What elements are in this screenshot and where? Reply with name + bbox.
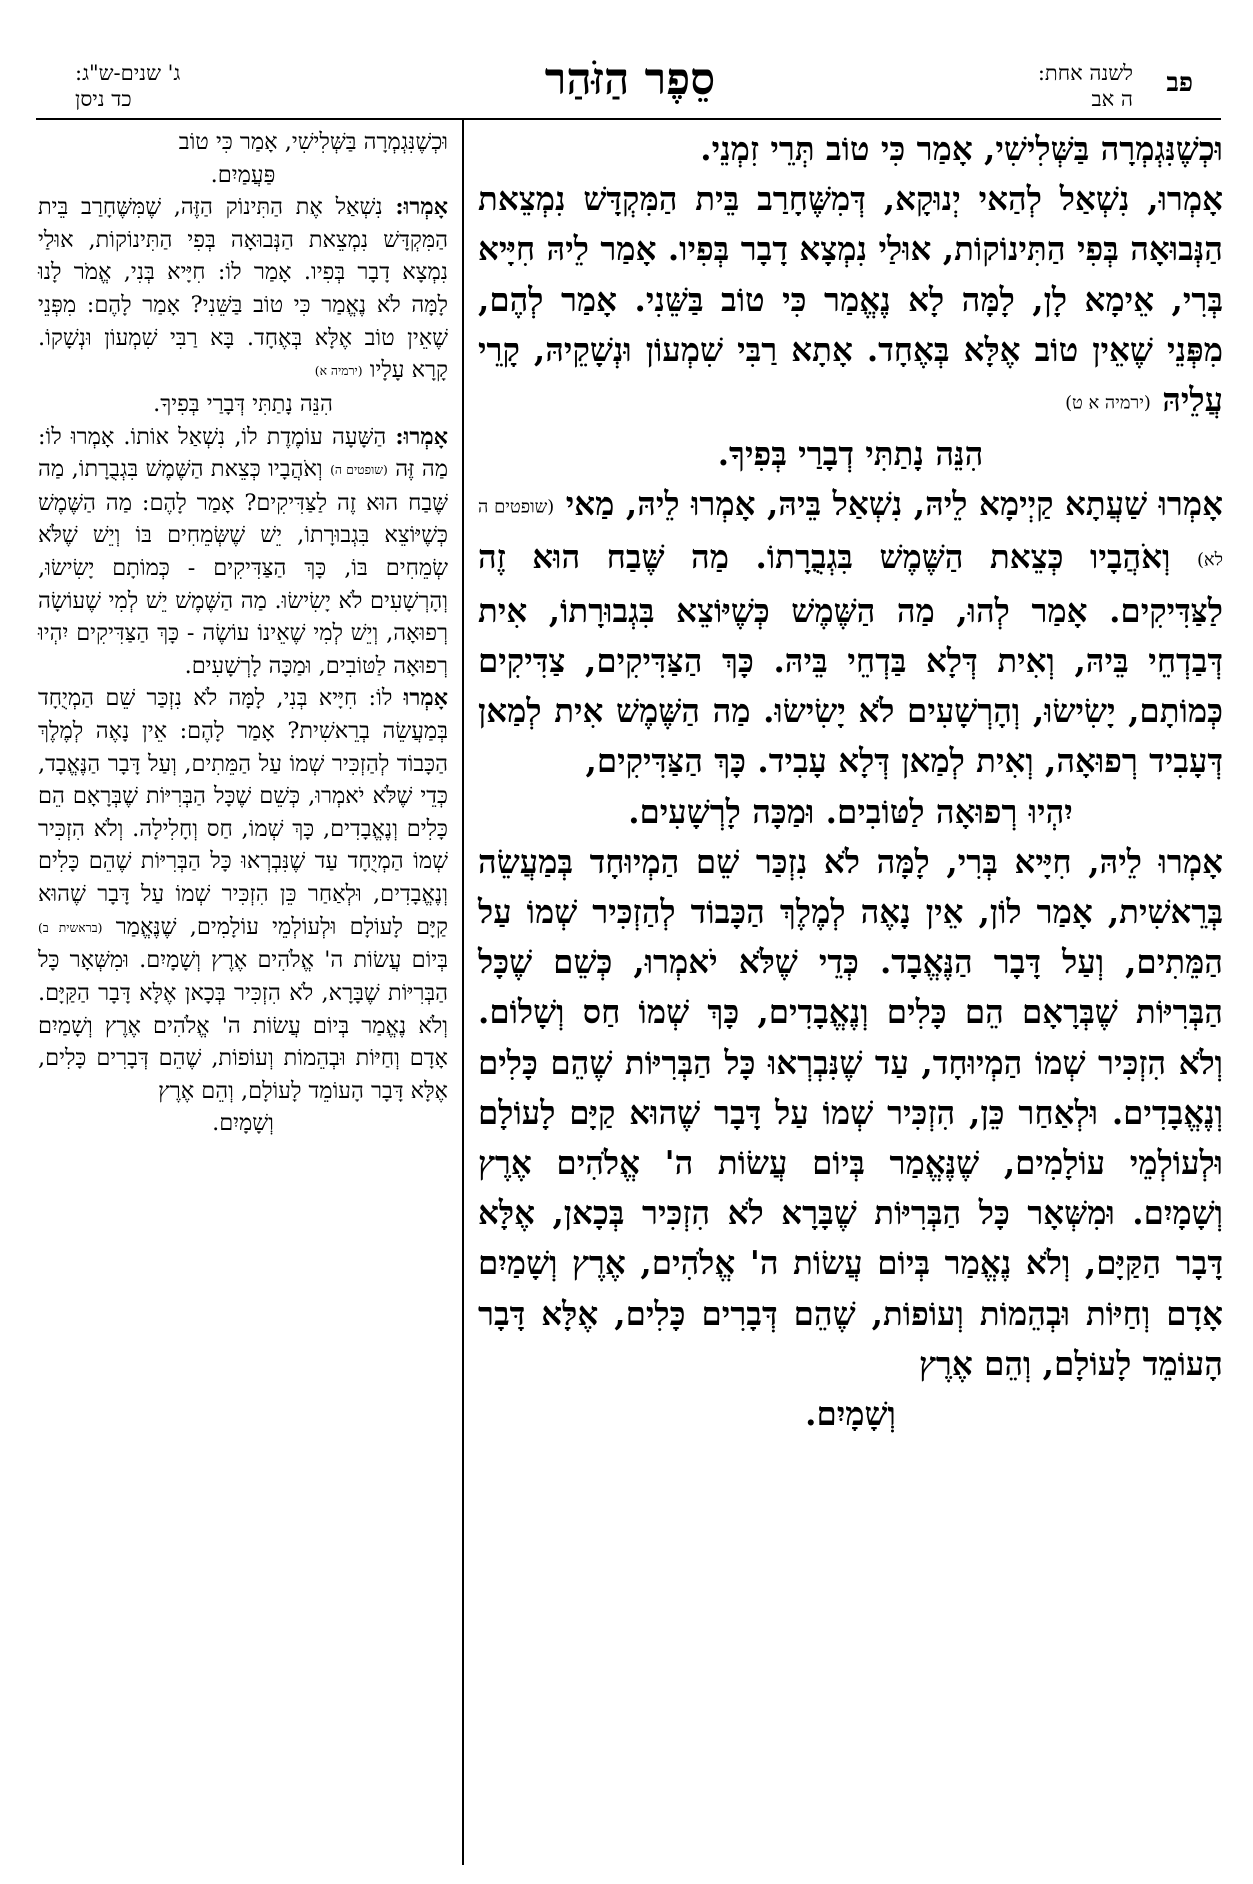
side-p4-lead: אָמְרוּ	[403, 685, 448, 712]
side-paragraph-3	[38, 421, 448, 683]
main-p3-reference: (שופטים ה לא)	[478, 496, 1223, 571]
header-left-line1: ג' שנים-ש"ג:	[75, 61, 181, 85]
main-p4-end: וְשָׁמָיִם.	[805, 1394, 896, 1434]
side-p2-reference: (ירמיה א)	[314, 364, 363, 379]
side-p3-lead: אָמְרוּ:	[395, 423, 448, 450]
main-paragraph-3	[478, 479, 1223, 837]
side-p3-text-b: וְאֹהֲבָיו כְּצֵאת הַשֶּׁמֶשׁ בִּגְבֻרָתוֹ, מַה שֶּׁבַח הוּא זֶה לַצַּדִּיקִים? אָמַר לָהֶם: מַה הַשֶּׁמֶשׁ כְּשֶׁיּוֹצֵא בִּגְבוּרָתוֹ, יֵשׁ שֶׁשְּׂמֵחִים בּוֹ וְיֵשׁ שֶׁלֹּא שְׂמֵחִים בּוֹ, כָּךְ הַצַּדִּיקִים - כְּמוֹתָם יָשִׂישׂוּ, וְהָרְשָׁעִים לֹא יָשִׂישׂוּ. מַה הַשֶּׁמֶשׁ יֵשׁ לְמִי שֶׁעוֹשָׂה רְפוּאָה, וְיֵשׁ לְמִי שֶׁאֵינוֹ עוֹשֶׂה - כָּךְ הַצַּדִּיקִים יִהְיוּ רְפוּאָה	[38, 456, 448, 679]
side-p4-reference: (בראשית ב)	[38, 920, 103, 935]
column-divider	[462, 120, 464, 1865]
side-paragraph-4	[38, 682, 448, 1139]
header-right	[933, 60, 1133, 112]
page-title: סֵפֶר הַזֹּהַר	[544, 54, 716, 105]
main-p4-lead: אָמְרוּ	[1158, 841, 1223, 881]
side-paragraph-2	[38, 191, 448, 420]
page-number: פב	[1166, 68, 1193, 98]
main-p2-text: נִשְׁאַל לְהַאי יְנוּקָא, דְּמִשֶּׁחָרַב בֵּית הַמִּקְדָּשׁ נִמְצֵאת הַנְּבוּאָה בְּפִי הַתִּינוֹקוֹת, אוּלַי נִמְצָא דָבָר בְּפִיו. אָמַר לֵיהּ חִיָּיא בְּרִי, אֵימָא לָן, לָמָּה לָא נֶאֱמַר כִּי טוֹב בַּשֵּׁנִי. אָמַר לְהֶם, מִפְּנֵי שֶׁאֵין טוֹב אֶלָּא בְּאֶחָד. אָתָא רַבִּי שִׁמְעוֹן וּנְשָׁקֵיהּ, קָרֵי עֲלֵיהּ	[478, 179, 1223, 420]
translation-column	[38, 126, 448, 1866]
main-p4-text: לֵיהּ, חִיָּיא בְּרִי, לָמָּה לֹא נִזְכַּר שֵׁם הַמְיוּחָד בְּמַעֲשֵׂה בְּרֵאשִׁית, אָמַר לוֹן, אֵין נָאֶה לְמֶלֶךְ הַכָּבוֹד לְהַזְכִּיר שְׁמוֹ עַל הַמֵּתִים, וְעַל דָּבָר הַנֶּאֱבָד. כְּדֵי שֶׁלֹּא יֹאמְרוּ, כְּשֵׁם שֶׁכָּל הַבְּרִיּוֹת שֶׁבְּרָאָם הֵם כָּלִים וְנֶאֱבָדִים, כָּךְ שְׁמוֹ חַס וְשָׁלוֹם. וְלֹא הִזְכִּיר שְׁמוֹ הַמְיוּחָד, עַד שֶׁנִּבְרְאוּ כָּל הַבְּרִיּוֹת שֶׁהֵם כָּלִים וְנֶאֱבָדִים. וּלְאַחַר כֵּן, הִזְכִּיר שְׁמוֹ עַל דָּבָר שֶׁהוּא קַיָּם לָעוֹלָם וּלְעוֹלְמֵי עוֹלָמִים, שֶׁנֶּאֱמַר בְּיוֹם עֲשׂוֹת ה' אֱלֹהִים אֶרֶץ וְשָׁמָיִם. וּמִשְּׁאָר כָּל הַבְּרִיּוֹת שֶׁבָּרָא לֹא הִזְכִּיר בְּכָאן, אֶלָּא דָּבָר הַקַּיָּם, וְלֹא נֶאֱמַר בְּיוֹם עֲשׂוֹת ה' אֱלֹהִים, אֶרֶץ וְשָׁמַיִם אָדָם וְחַיּוֹת וּבְהֵמוֹת וְעוֹפוֹת, שֶׁהֵם דְּבָרִים כָּלִים, אֶלָּא דָּבָר הָעוֹמֵד לָעוֹלָם, וְהֵם אֶרֶץ	[478, 841, 1223, 1383]
side-p2-lead: אָמְרוּ:	[395, 194, 448, 221]
main-paragraph-4	[478, 837, 1223, 1439]
side-p4-text-b: בְּיוֹם עֲשׂוֹת ה' אֱלֹהִים אֶרֶץ וְשָׁמָיִם. וּמִשְּׁאָר כָּל הַבְּרִיּוֹת שֶׁבָּרָא, לֹא הִזְכִּיר בְּכָאן אֶלָּא דָּבָר הַקַּיָּם. וְלֹא נֶאֱמַר בְּיוֹם עֲשׂוֹת ה' אֱלֹהִים אֶרֶץ וְשָׁמַיִם אָדָם וְחַיּוֹת וּבְהֵמוֹת וְעוֹפוֹת, שֶׁהֵם דְּבָרִים כָּלִים, אֶלָּא דָּבָר הָעוֹמֵד לָעוֹלָם, וְהֵם אֶרֶץ	[38, 947, 448, 1104]
main-paragraph-2	[478, 174, 1223, 479]
main-p2-quote: הִנֵּה נָתַתִּי דְבָרַי בְּפִיךָ.	[717, 433, 984, 473]
header-left	[75, 60, 335, 120]
side-p1-text: וּכְשֶׁנִּגְמְרָה בַּשְּׁלִישִׁי, אָמַר כִּי טוֹב	[178, 129, 448, 155]
side-p3-reference: (שופטים ה)	[330, 463, 388, 478]
side-p1-end: פַּעֲמַיִם.	[210, 161, 276, 188]
header-right-line2: ה אב	[1091, 87, 1133, 111]
main-p3-lead: אָמְרוּ	[1158, 483, 1223, 523]
header-right-line1: לשנה אחת:	[1037, 61, 1133, 85]
side-p4-end: וְשָׁמָיִם.	[212, 1110, 274, 1137]
main-p3-end: יִהְיוּ רְפוּאָה לַטּוֹבִים. וּמַכָּה לָרְשָׁעִים.	[628, 791, 1073, 831]
side-p3-end: לַטּוֹבִים, וּמַכָּה לָרְשָׁעִים.	[184, 652, 387, 679]
main-p3-text-a: שַׁעֲתָא קַיְימָא לֵיהּ, נִשְׁאַל בֵּיהּ, אָמְרוּ לֵיהּ, מַאי	[565, 483, 1159, 523]
side-p4-text-a: לוֹ: חִיָּיא בְּנִי, לָמָּה לֹא נִזְכַּר שֵׁם הַמְיֻחָד בְּמַעֲשֵׂה בְרֵאשִׁית? אָמַר לָהֶם: אֵין נָאֶה לְמֶלֶךְ הַכָּבוֹד לְהַזְכִּיר שְׁמוֹ עַל הַמֵּתִים, וְעַל דָּבָר הַנֶּאֱבָד, כְּדֵי שֶׁלֹּא יֹאמְרוּ, כְּשֵׁם שֶׁכָּל הַבְּרִיּוֹת שֶׁבְּרָאָם הֵם כָּלִים וְנֶאֱבָדִים, כָּךְ שְׁמוֹ, חַס וְחָלִילָה. וְלֹא הִזְכִּיר שְׁמוֹ הַמְיֻחָד עַד שֶׁנִּבְרְאוּ כָּל הַבְּרִיּוֹת שֶׁהֵם כָּלִים וְנֶאֱבָדִים, וּלְאַחַר כֵּן הִזְכִּיר שְׁמוֹ עַל דָּבָר שֶׁהוּא קַיָּם לָעוֹלָם וּלְעוֹלְמֵי עוֹלָמִים, שֶׁנֶּאֱמַר	[38, 685, 449, 940]
side-p2-quote: הִנֵּה נָתַתִּי דְּבָרַי בְּפִיךָ.	[153, 390, 333, 417]
side-p3-text-a: הַשָּׁעָה עוֹמֶדֶת לוֹ, נִשְׁאַל אוֹתוֹ. אָמְרוּ לוֹ: מַה זֶּה	[38, 423, 448, 483]
main-column	[478, 124, 1223, 1864]
side-p2-text: נִשְׁאַל אֶת הַתִּינוֹק הַזֶּה, שֶׁמִּשֶּׁחָרַב בֵּית הַמִּקְדָּשׁ נִמְצֵאת הַנְּבוּאָה בְּפִי הַתִּינוֹקוֹת, אוּלַי נִמְצָא דָבָר בְּפִיו. אָמַר לוֹ: חִיָּיא בְּנִי, אֱמֹר לָנוּ לָמָּה לֹא נֶאֱמַר כִּי טוֹב בַּשֵּׁנִי? אָמַר לָהֶם: מִפְּנֵי שֶׁאֵין טוֹב אֶלָּא בְּאֶחָד. בָּא רַבִּי שִׁמְעוֹן וּנְשָׁקוֹ. קָרָא עָלָיו	[38, 194, 448, 384]
main-p1-text: וּכְשֶׁנִּגְמְרָה בַּשְּׁלִישִׁי, אָמַר כִּי טוֹב תְּרֵי זִמְנֵי.	[700, 129, 1223, 168]
main-paragraph-1	[478, 124, 1223, 174]
header-left-line2: כד ניסן	[75, 87, 132, 111]
header-rule	[36, 118, 1221, 120]
side-paragraph-1	[38, 126, 448, 191]
main-p3-text-b: וְאֹהֲבָיו כְּצֵאת הַשֶּׁמֶשׁ בִּגְבֻרָתוֹ. מַה שֶּׁבַח הוּא זֶה לַצַּדִּיקִים. אָמַר לְהוּ, מַה הַשֶּׁמֶשׁ כְּשֶׁיּוֹצֵא בִּגְבוּרָתוֹ, אִית דְּבַדְחֵי בֵּיהּ, וְאִית דְּלָא בַּדְחֵי בֵּיהּ. כָּךְ הַצַּדִּיקִים, צַדִּיקִים כְּמוֹתָם, יָשִׂישׂוּ, וְהָרְשָׁעִים לֹא יָשִׂישׂוּ. מַה הַשֶּׁמֶשׁ אִית לְמַאן דְּעָבִיד רְפוּאָה, וְאִית לְמַאן דְּלָא עָבִיד. כָּךְ הַצַּדִּיקִים,	[478, 537, 1223, 781]
main-p2-reference: (ירמיה א ט)	[1065, 392, 1151, 414]
main-p2-lead: אָמְרוּ,	[1147, 179, 1223, 219]
